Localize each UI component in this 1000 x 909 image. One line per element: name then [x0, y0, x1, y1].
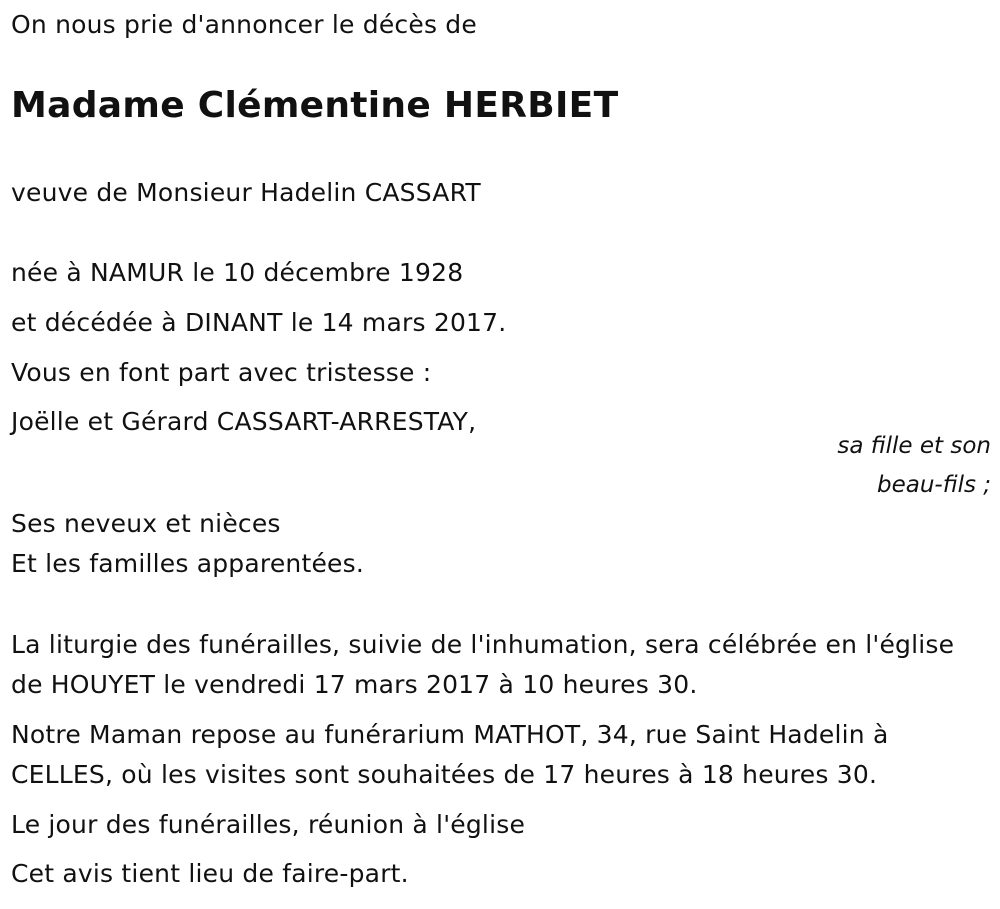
birth-text: née à NAMUR le 10 décembre 1928 — [11, 258, 464, 287]
deceased-name-heading: Madame Clémentine HERBIET — [11, 85, 619, 126]
meeting-text: Le jour des funérailles, réunion à l'église — [11, 810, 526, 839]
family-relation-line-1: sa fille et son — [837, 433, 991, 459]
relatives-line-2: Et les familles apparentées. — [11, 549, 364, 578]
spouse-text: veuve de Monsieur Hadelin CASSART — [11, 178, 481, 207]
ceremony-line-2: de HOUYET le vendredi 17 mars 2017 à 10 heures 30. — [11, 670, 698, 699]
sorrow-text: Vous en font part avec tristesse : — [11, 358, 432, 387]
closing-text: Cet avis tient lieu de faire-part. — [11, 859, 409, 888]
rest-line-2: CELLES, où les visites sont souhaitées de 17 heures à 18 heures 30. — [11, 760, 878, 789]
rest-line-1: Notre Maman repose au funérarium MATHOT, 34, rue Saint Hadelin à — [11, 720, 889, 749]
intro-text: On nous prie d'annoncer le décès de — [11, 10, 477, 39]
death-text: et décédée à DINANT le 14 mars 2017. — [11, 308, 507, 337]
ceremony-line-1: La liturgie des funérailles, suivie de l'inhumation, sera célébrée en l'église — [11, 630, 955, 659]
family-member-names: Joëlle et Gérard CASSART-ARRESTAY, — [11, 407, 477, 436]
relatives-line-1: Ses neveux et nièces — [11, 509, 281, 538]
family-relation-line-2: beau-fils ; — [876, 472, 991, 498]
